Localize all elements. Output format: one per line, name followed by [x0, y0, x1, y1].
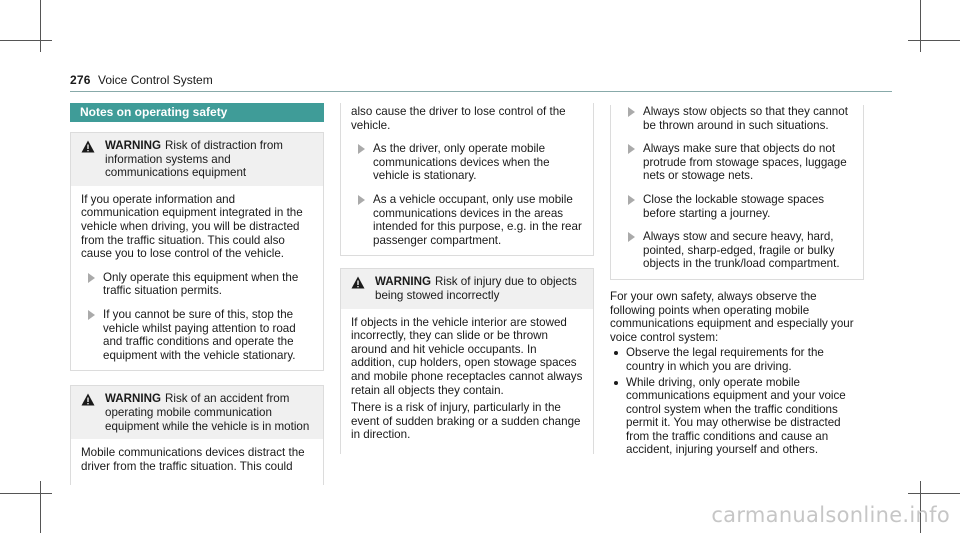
warning-label: WARNING	[375, 275, 432, 289]
warning-header	[71, 386, 323, 439]
warning-text: If objects in the vehicle interior are stowed incorrectly, they can slide or be thrown around and hit vehicle occupants. In addition, cup holders, open stowage spaces and mobile phone receptacles cannot always retain all objects they contain.	[351, 315, 583, 397]
warning-triangle-icon	[351, 276, 365, 289]
warning-label: WARNING	[105, 139, 162, 152]
arrow-bullet-icon	[88, 310, 95, 320]
section-title: Voice Control System	[98, 73, 213, 87]
header-divider	[70, 91, 892, 92]
warning-headline: Risk of an accident from operating mobile communication equipment while the vehicle is in motion	[105, 392, 310, 433]
column-1	[70, 103, 324, 485]
warning-body	[341, 103, 593, 255]
crop-mark	[0, 493, 52, 494]
crop-mark	[920, 0, 921, 52]
safety-notes	[610, 290, 864, 457]
page-number: 276	[70, 73, 91, 87]
column-2	[340, 103, 594, 454]
warning-text: If you operate information and communication equipment integrated in the vehicle when driving, you will be distracted from the traffic situation. This could also cause you to lose control of the vehicle.	[81, 192, 303, 261]
list-item: Close the lockable stowage spaces before starting a journey.	[621, 193, 853, 220]
bullet-list	[621, 105, 853, 271]
list-item: As a vehicle occupant, only use mobile communications devices in the areas intended for this purpose, e.g. in the rear passenger compartment.	[351, 193, 583, 247]
crop-mark	[908, 40, 960, 41]
warning-box-injury	[340, 268, 594, 454]
warning-box-accident	[70, 385, 324, 485]
warning-box-distraction	[70, 132, 324, 371]
intro-paragraph: For your own safety, always observe the following points when operating mobile communications equipment and especially your voice control system:	[610, 289, 854, 344]
arrow-bullet-icon	[88, 273, 95, 283]
list-item: Observe the legal requirements for the country in which you are driving.	[610, 346, 864, 373]
warning-triangle-icon	[81, 393, 95, 406]
bullet-list	[81, 271, 313, 363]
warning-continuation	[340, 103, 594, 256]
arrow-bullet-icon	[628, 107, 635, 117]
warning-body	[341, 309, 593, 454]
list-item: As the driver, only operate mobile communications devices when the vehicle is stationary.	[351, 142, 583, 183]
warning-label: WARNING	[105, 392, 162, 406]
list-item: Always stow and secure heavy, hard, pointed, sharp-edged, fragile or bulky objects in the trunk/load compartment.	[621, 230, 853, 271]
warning-headline: Risk of injury due to objects being stowed incorrectly	[375, 275, 577, 302]
arrow-bullet-icon	[628, 232, 635, 242]
warning-text: also cause the driver to lose control of the vehicle.	[351, 105, 566, 132]
warning-body	[71, 186, 323, 371]
watermark: carmanualsonline.info	[711, 503, 950, 527]
arrow-bullet-icon	[358, 144, 365, 154]
warning-headline: Risk of distraction from information systems and communications equipment	[105, 139, 283, 180]
column-3	[610, 103, 864, 457]
list-item: Always stow objects so that they cannot be thrown around in such situations.	[621, 105, 853, 132]
bullet-list	[351, 142, 583, 247]
warning-text: Mobile communications devices distract the driver from the traffic situation. This could	[81, 446, 305, 473]
dot-list	[610, 346, 864, 457]
list-item: Always make sure that objects do not protrude from stowage spaces, luggage nets or stowage nets.	[621, 142, 853, 183]
arrow-bullet-icon	[628, 144, 635, 154]
list-item: If you cannot be sure of this, stop the vehicle whilst paying attention to road and traffic conditions and operate the equipment with the vehicle stationary.	[81, 308, 313, 362]
warning-continuation	[610, 105, 864, 280]
arrow-bullet-icon	[358, 195, 365, 205]
crop-mark	[40, 481, 41, 533]
warning-header	[71, 133, 323, 186]
warning-body	[611, 105, 863, 279]
warning-triangle-icon	[81, 140, 95, 153]
arrow-bullet-icon	[628, 195, 635, 205]
list-item: While driving, only operate mobile communications equipment and your voice control system when the traffic conditions permit it. You may otherwise be distracted from the traffic conditions and cause an accident, injuring yourself and others.	[610, 376, 864, 458]
crop-mark	[0, 40, 52, 41]
warning-text: There is a risk of injury, particularly in the event of sudden braking or a sudden change in direction.	[351, 401, 581, 442]
list-item: Only operate this equipment when the traffic situation permits.	[81, 271, 313, 298]
crop-mark	[40, 0, 41, 52]
warning-header	[341, 269, 593, 308]
warning-body	[71, 439, 323, 485]
section-heading: Notes on operating safety	[70, 103, 324, 122]
crop-mark	[908, 493, 960, 494]
